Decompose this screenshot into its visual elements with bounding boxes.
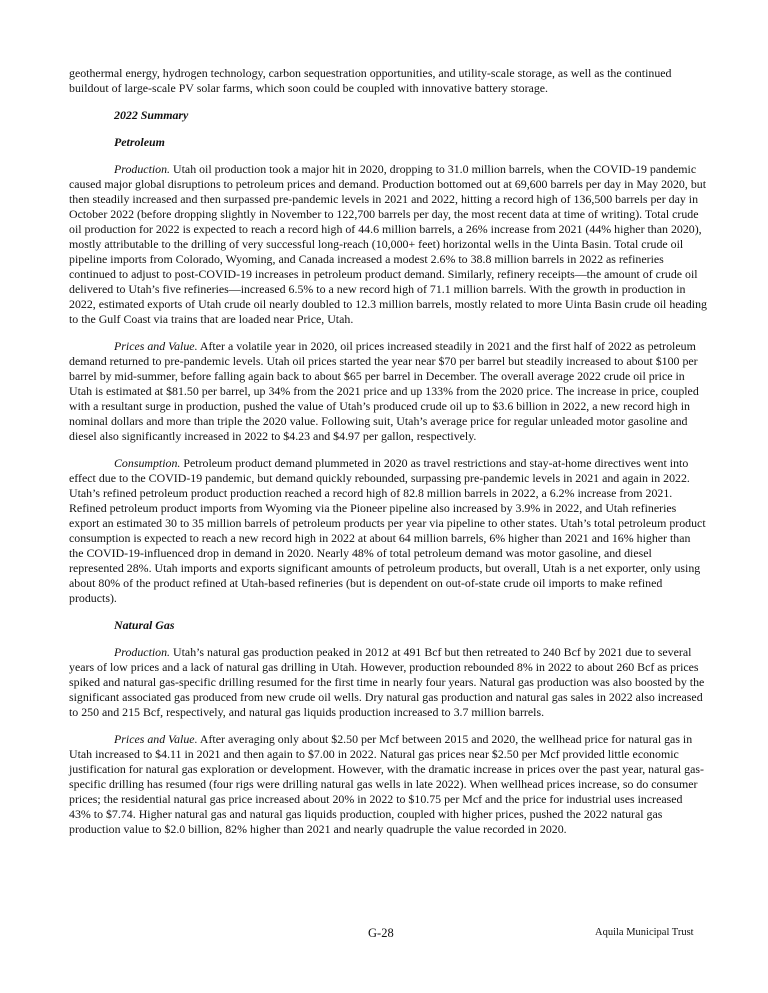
natural-gas-production-lead: Production. bbox=[114, 645, 171, 659]
petroleum-production-paragraph bbox=[69, 162, 707, 327]
natural-gas-prices-text: After averaging only about $2.50 per Mcf between 2015 and 2020, the wellhead price for natural gas in Utah increased to $4.11 in 2021 and then again to $7.00 in 2022. Natural gas prices near $2.50 per Mcf provided little economic justification for natural gas exploration or development. However, with the dramatic increase in prices over the past year, natural gas-specific drilling has resumed (four rigs were drilling natural gas wells in late 2022). When wellhead prices increase, so do consumer prices; the residential natural gas price increased about 20% in 2022 to $10.75 per Mcf and the price for industrial uses increased 43% to $7.74. Higher natural gas and natural gas liquids production, coupled with higher prices, pushed the 2022 natural gas production value to $2.0 billion, 82% higher than 2021 and nearly quadruple the value recorded in 2020. bbox=[69, 732, 704, 836]
petroleum-prices-text: After a volatile year in 2020, oil prices increased steadily in 2021 and the first half of 2022 as petroleum demand returned to pre-pandemic levels. Utah oil prices started the year near $70 per barrel but steadily increased to about $100 per barrel by mid-summer, before falling again back to about $65 per barrel in December. The overall average 2022 crude oil price in Utah is estimated at $81.50 per barrel, up 34% from the 2021 price and up 133% from the 2020 price. The increase in price, coupled with a resultant surge in production, pushed the value of Utah’s produced crude oil up to $3.6 billion in 2022, a new record high in nominal dollars and more than triple the 2020 value. Following suit, Utah’s average price for regular unleaded motor gasoline and diesel also significantly increased in 2022 to $4.23 and $4.97 per gallon, respectively. bbox=[69, 339, 699, 443]
petroleum-production-text: Utah oil production took a major hit in 2020, dropping to 31.0 million barrels, when the COVID-19 pandemic caused major global disruptions to petroleum prices and demand. Production bottomed out at 69,600 barrels per day in May 2020, but then steadily increased and then surpassed pre-pandemic levels in 2021 and 2022, hitting a record high of 136,500 barrels per day in October 2022 (before dropping slightly in November to 122,700 barrels per day, the most recent data at time of writing). Total crude oil production for 2022 is expected to reach a record high of 44.6 million barrels, a 26% increase from 2021 (44% higher than 2020), mostly attributable to the drilling of very successful long-reach (10,000+ feet) horizontal wells in the Uinta Basin. Total crude oil pipeline imports from Colorado, Wyoming, and Canada increased a modest 2.6% to 38.8 million barrels in 2022 as refineries continued to adjust to post-COVID-19 increases in petroleum product demand. Similarly, refinery receipts—the amount of crude oil delivered to Utah’s five refineries—increased 6.5% to a new record high of 71.1 million barrels. With the growth in production in 2022, estimated exports of Utah crude oil nearly doubled to 12.3 million barrels, mostly related to more Uinta Basin crude oil heading to the Gulf Coast via trains that are loaded near Price, Utah. bbox=[69, 162, 707, 326]
natural-gas-prices-lead: Prices and Value. bbox=[114, 732, 198, 746]
petroleum-consumption-text: Petroleum product demand plummeted in 2020 as travel restrictions and stay-at-home directives went into effect due to the COVID-19 pandemic, but demand quickly rebounded, surpassing pre-pandemic levels in 2021 and again in 2022. Utah’s refined petroleum product production reached a record high of 82.8 million barrels in 2022, a 6.2% increase from 2021. Refined petroleum product imports from Wyoming via the Pioneer pipeline also increased by 3.9% in 2022, and Utah refineries export an estimated 30 to 35 million barrels of petroleum products per year via pipeline to other states. Utah’s total petroleum product consumption is expected to reach a new record high in 2022 at about 64 million barrels, 6% higher than 2021 and 16% higher than the COVID-19-influenced drop in demand in 2020. Nearly 48% of total petroleum demand was motor gasoline, and diesel represented 28%. Utah imports and exports significant amounts of petroleum products, but overall, Utah is a net exporter, only using about 80% of the product refined at Utah-based refineries (but is dependent on out-of-state crude oil imports to make refined products). bbox=[69, 456, 706, 605]
natural-gas-heading: Natural Gas bbox=[114, 618, 175, 632]
petroleum-consumption-paragraph bbox=[69, 456, 707, 606]
natural-gas-production-paragraph bbox=[69, 645, 707, 720]
petroleum-production-lead: Production. bbox=[114, 162, 171, 176]
petroleum-heading: Petroleum bbox=[114, 135, 165, 149]
petroleum-prices-paragraph bbox=[69, 339, 707, 444]
footer-trust-name: Aquila Municipal Trust bbox=[595, 927, 694, 938]
natural-gas-production-text: Utah’s natural gas production peaked in 2012 at 491 Bcf but then retreated to 240 Bcf by 2021 due to several years of low prices and a lack of natural gas drilling in Utah. However, production rebounded 8% in 2022 to about 260 Bcf as prices spiked and natural gas-specific drilling resumed for the first time in nearly four years. Natural gas production was also boosted by the significant associated gas produced from new crude oil wells. Dry natural gas production and natural gas sales in 2022 also increased to 250 and 215 Bcf, respectively, and natural gas liquids production increased to 3.7 million barrels. bbox=[69, 645, 705, 719]
page-number: G-28 bbox=[368, 926, 394, 940]
page-body bbox=[69, 66, 707, 849]
natural-gas-prices-paragraph bbox=[69, 732, 707, 837]
petroleum-consumption-lead: Consumption. bbox=[114, 456, 181, 470]
intro-paragraph: geothermal energy, hydrogen technology, carbon sequestration opportunities, and utility-scale storage, as well as the continued buildout of large-scale PV solar farms, which soon could be coupled with innovative battery storage. bbox=[69, 66, 672, 95]
summary-heading: 2022 Summary bbox=[114, 108, 189, 122]
petroleum-prices-lead: Prices and Value. bbox=[114, 339, 198, 353]
